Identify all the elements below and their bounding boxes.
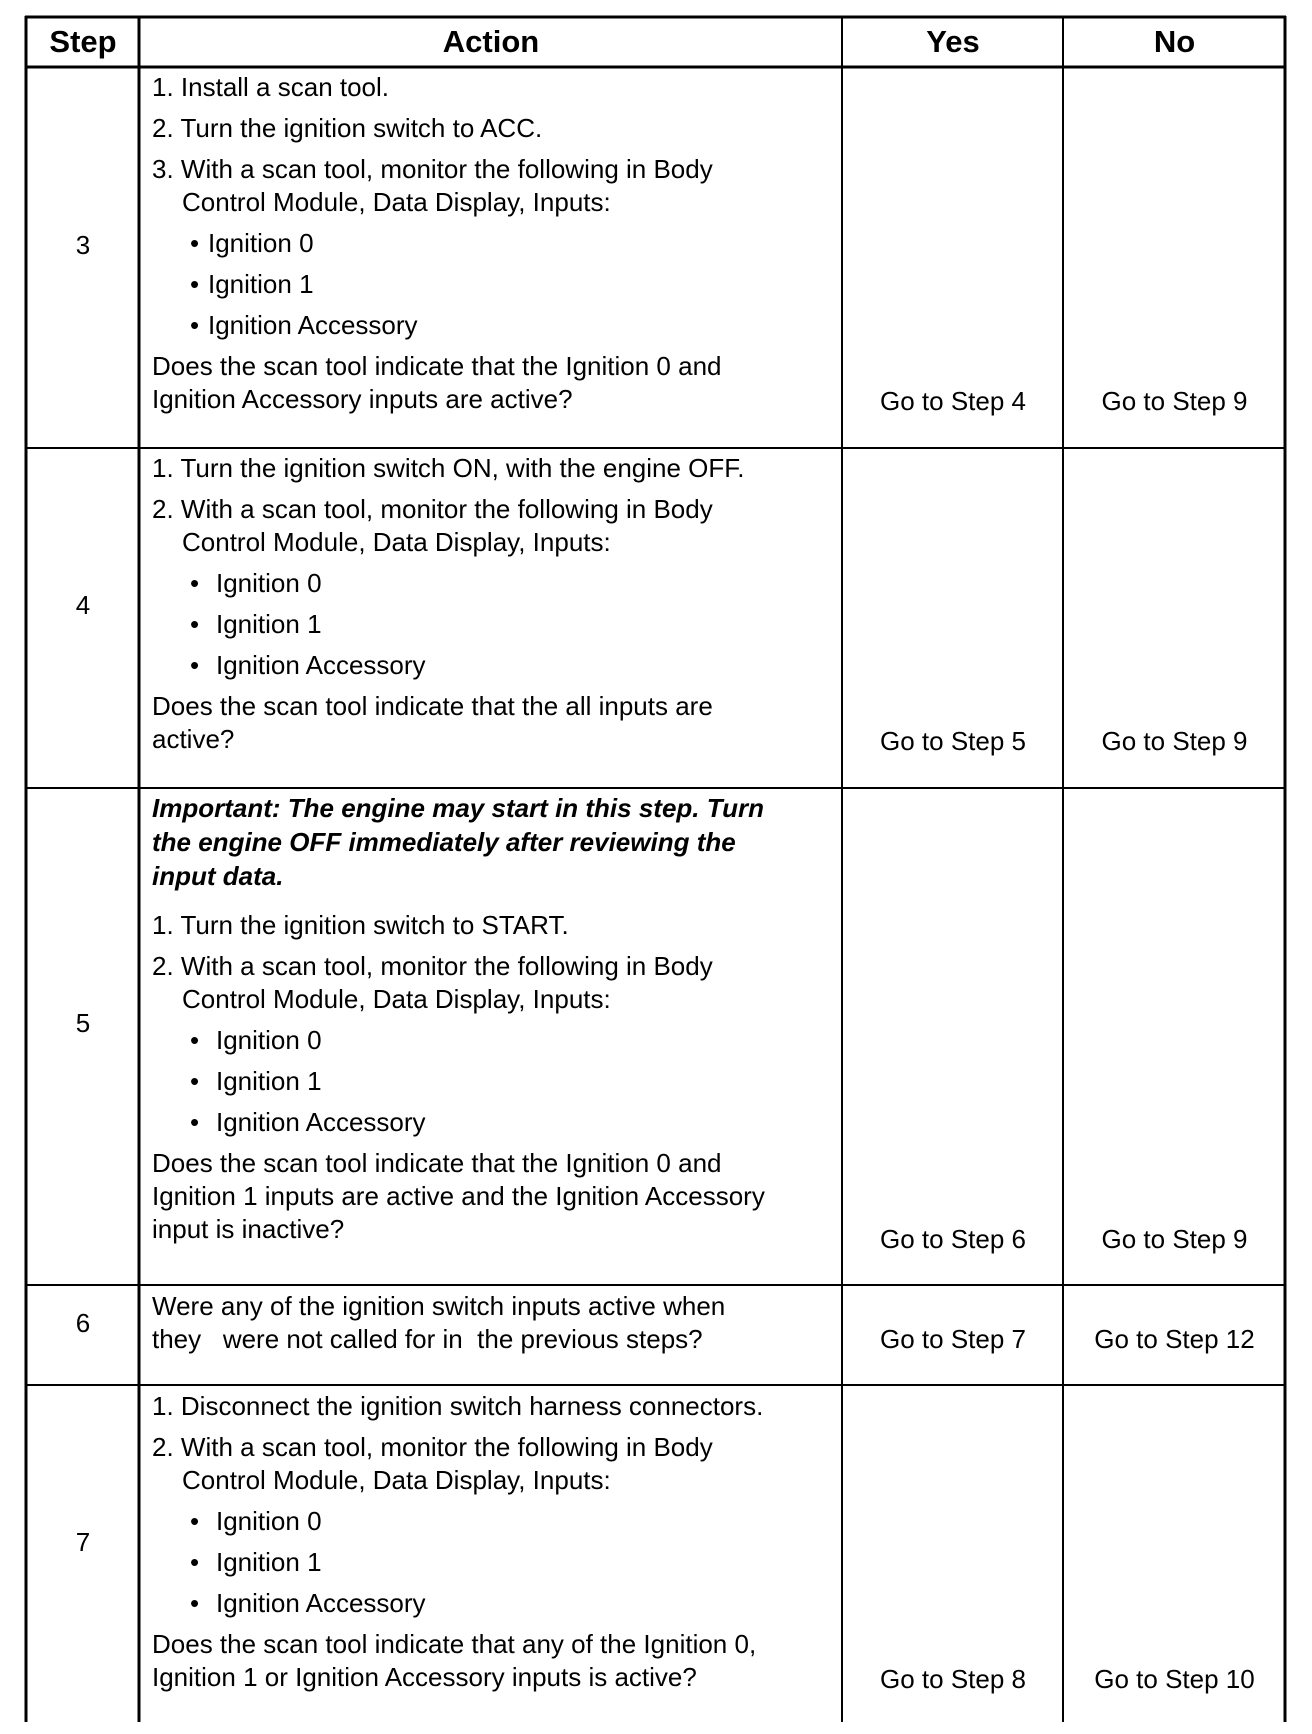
action-line: 2. With a scan tool, monitor the following in Body (152, 494, 713, 524)
action-line: Control Module, Data Display, Inputs: (182, 984, 611, 1014)
step-number: 6 (75, 1308, 91, 1338)
bullet-item: • Ignition Accessory (190, 310, 418, 340)
yes-goto: Go to Step 6 (880, 1224, 1026, 1254)
important-note: the engine OFF immediately after reviewing the (152, 827, 736, 857)
important-note: Important: The engine may start in this step. Turn (152, 793, 765, 823)
action-question: Were any of the ignition switch inputs active when (152, 1291, 726, 1321)
action-question: Does the scan tool indicate that the Ignition 0 and (152, 351, 722, 381)
bullet-item: • Ignition 1 (190, 1547, 322, 1577)
step-number: 5 (75, 1008, 91, 1038)
no-goto: Go to Step 9 (1101, 726, 1248, 756)
bullet-item: • Ignition 1 (190, 269, 314, 299)
important-note: input data. (152, 861, 284, 891)
action-question: active? (152, 724, 235, 754)
action-line: 2. With a scan tool, monitor the following in Body (152, 1432, 713, 1462)
action-line: Control Module, Data Display, Inputs: (182, 527, 611, 557)
yes-goto: Go to Step 7 (880, 1324, 1026, 1354)
action-question: Does the scan tool indicate that the Ignition 0 and (152, 1148, 722, 1178)
yes-goto: Go to Step 5 (880, 726, 1026, 756)
action-line: 1. Turn the ignition switch to START. (152, 910, 569, 940)
no-goto: Go to Step 12 (1094, 1324, 1255, 1354)
no-goto: Go to Step 9 (1101, 386, 1248, 416)
action-question: Ignition 1 inputs are active and the Ignition Accessory (152, 1181, 765, 1211)
header-step: Step (49, 24, 117, 59)
action-line: 1. Turn the ignition switch ON, with the engine OFF. (152, 453, 745, 483)
no-goto: Go to Step 9 (1101, 1224, 1248, 1254)
bullet-item: • Ignition Accessory (190, 1588, 426, 1618)
header-yes: Yes (926, 24, 980, 59)
bullet-item: • Ignition 0 (190, 1506, 322, 1536)
action-line: Control Module, Data Display, Inputs: (182, 187, 611, 217)
step-action (152, 1390, 842, 1694)
bullet-item: • Ignition Accessory (190, 650, 426, 680)
bullet-item: • Ignition 1 (190, 1066, 322, 1096)
action-line: 2. With a scan tool, monitor the following in Body (152, 951, 713, 981)
action-line: 1. Install a scan tool. (152, 72, 390, 102)
step-action (152, 71, 842, 416)
bullet-item: • Ignition Accessory (190, 1107, 426, 1137)
step-number: 7 (75, 1527, 91, 1557)
action-question: Does the scan tool indicate that any of the Ignition 0, (152, 1629, 757, 1659)
step-action (152, 792, 842, 1246)
bullet-item: • Ignition 1 (190, 609, 322, 639)
header-no: No (1153, 24, 1196, 59)
step-number: 4 (75, 590, 91, 620)
bullet-item: • Ignition 0 (190, 1025, 322, 1055)
action-line: 2. Turn the ignition switch to ACC. (152, 113, 543, 143)
no-goto: Go to Step 10 (1094, 1664, 1255, 1694)
step-number: 3 (75, 230, 91, 260)
bullet-item: • Ignition 0 (190, 568, 322, 598)
action-question: input is inactive? (152, 1214, 345, 1244)
header-action: Action (442, 24, 540, 59)
action-line: 1. Disconnect the ignition switch harness connectors. (152, 1391, 764, 1421)
bullet-item: • Ignition 0 (190, 228, 314, 258)
action-question: Does the scan tool indicate that the all inputs are (152, 691, 713, 721)
step-action (152, 452, 842, 756)
step-action (152, 1290, 842, 1356)
action-question: Ignition 1 or Ignition Accessory inputs is active? (152, 1662, 697, 1692)
action-line: 3. With a scan tool, monitor the following in Body (152, 154, 713, 184)
yes-goto: Go to Step 4 (880, 386, 1026, 416)
action-question: Ignition Accessory inputs are active? (152, 384, 573, 414)
yes-goto: Go to Step 8 (880, 1664, 1026, 1694)
action-question: they were not called for in the previous steps? (152, 1324, 703, 1354)
action-line: Control Module, Data Display, Inputs: (182, 1465, 611, 1495)
